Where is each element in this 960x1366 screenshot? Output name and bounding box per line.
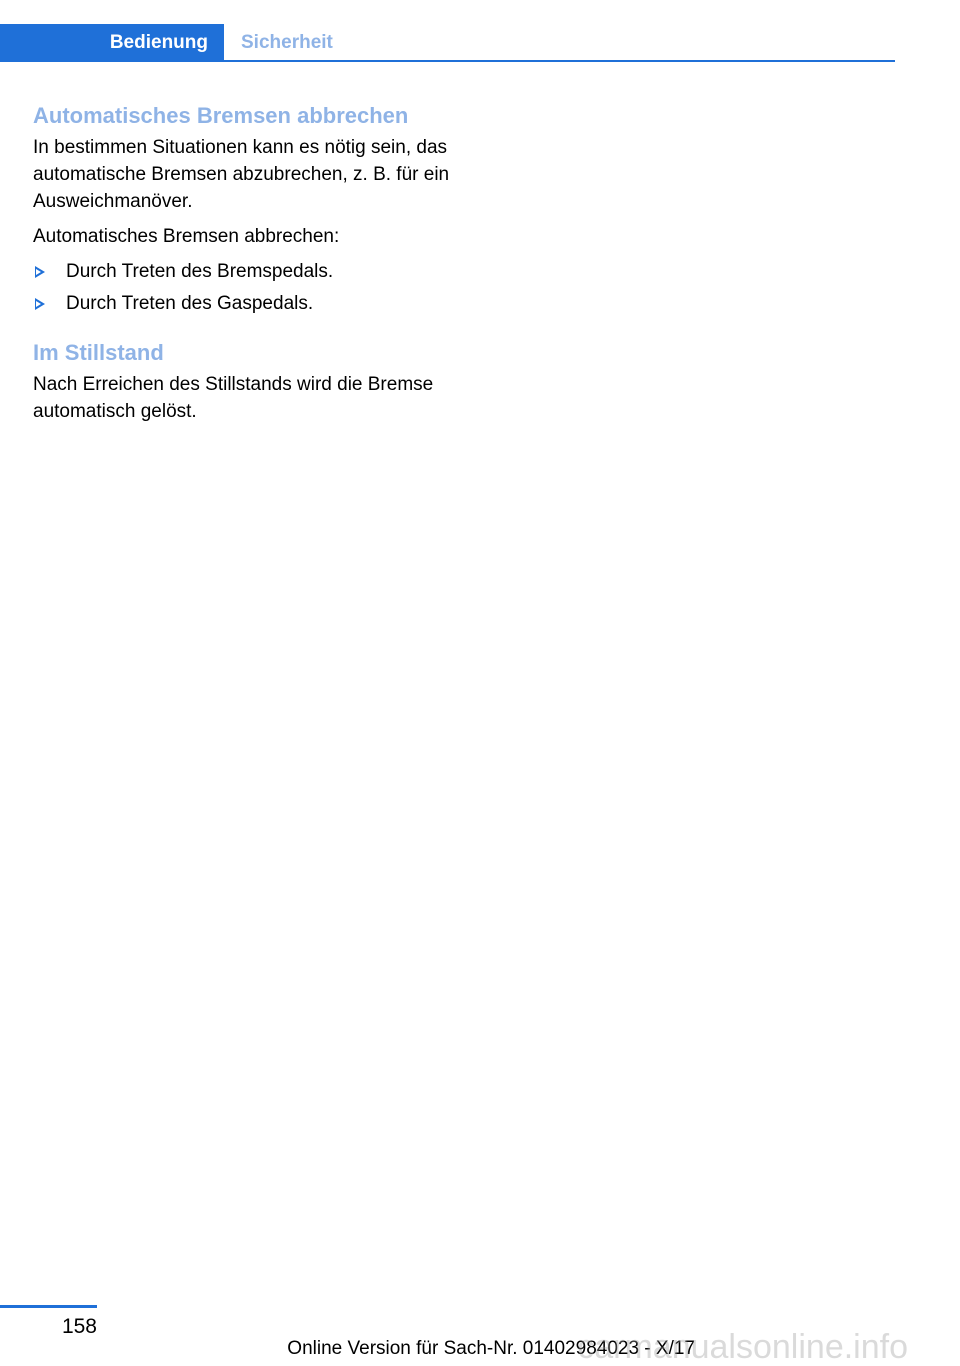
list-item	[33, 290, 453, 317]
paragraph-list-intro: Automatisches Bremsen abbrechen:	[33, 226, 340, 247]
triangle-bullet-icon	[35, 298, 45, 310]
section-heading-abbrechen: Automatisches Bremsen abbrechen	[33, 103, 409, 128]
list-item-text: Durch Treten des Gaspedals.	[66, 293, 314, 314]
watermark: carmanualsonline.info	[577, 1328, 908, 1366]
online-version-text: Online Version für Sach-Nr. 01402984023 - X/17	[287, 1338, 695, 1359]
tab-sicherheit[interactable]: Sicherheit	[241, 32, 333, 53]
footer-divider	[0, 1305, 97, 1308]
main-content	[33, 102, 453, 425]
page-number: 158	[61, 1315, 97, 1338]
header-bar	[0, 24, 895, 62]
paragraph-intro: In bestimmen Situationen kann es nötig sein, das automatische Bremsen abzubrechen, z. B. für ein Ausweichmanöver.	[33, 137, 450, 212]
list-item	[33, 258, 453, 285]
bullet-list	[33, 258, 453, 317]
triangle-bullet-icon	[35, 266, 45, 278]
list-item-text: Durch Treten des Bremspedals.	[66, 261, 334, 282]
tab-bedienung[interactable]: Bedienung	[0, 24, 224, 62]
paragraph-stillstand: Nach Erreichen des Stillstands wird die Bremse automatisch gelöst.	[33, 374, 434, 422]
header-divider	[0, 60, 895, 62]
section-heading-stillstand: Im Stillstand	[33, 340, 164, 365]
